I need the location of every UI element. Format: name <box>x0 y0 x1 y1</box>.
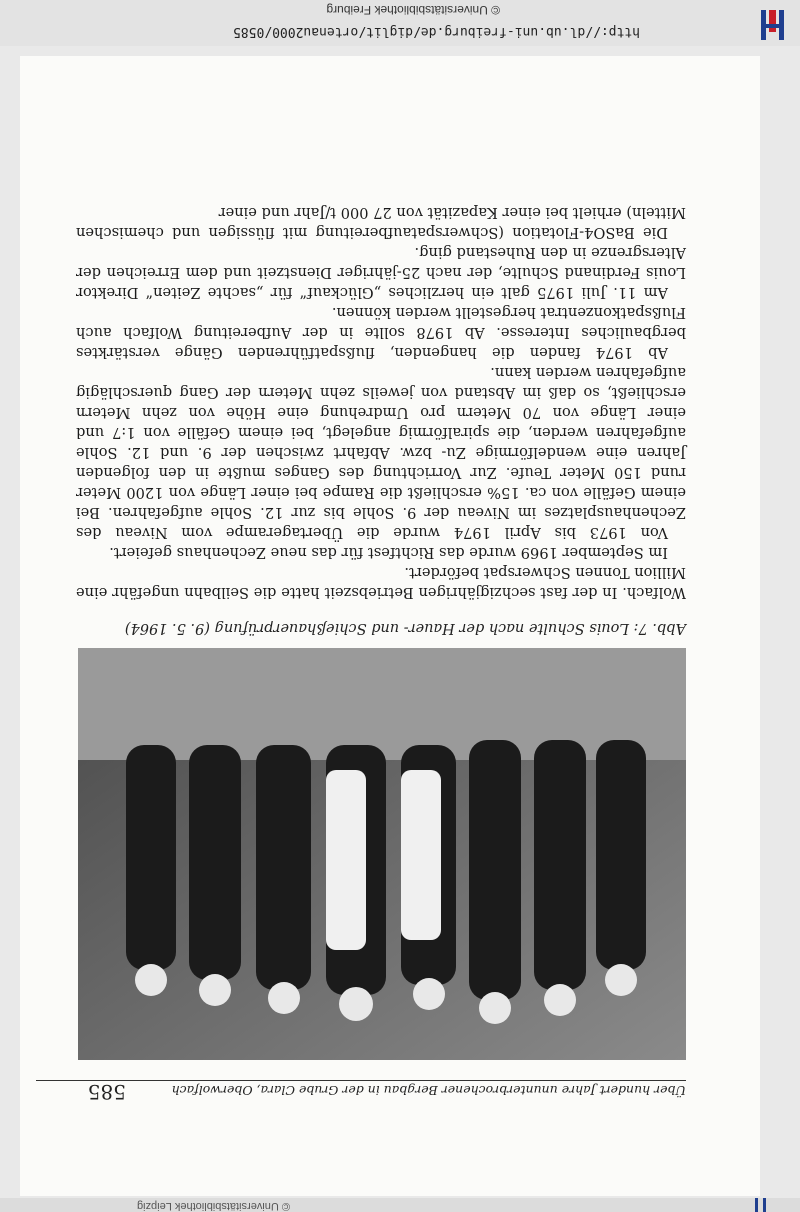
paragraph: Ab 1974 fanden die hangenden, flußspatführenden Gänge verstärktes bergbauliches Interesse. Ab 1978 sollte in der Aufbereitung Wolfach auch Flußspatkonzentrat hergestellt werden können. <box>76 304 686 361</box>
paragraph: Wolfach. In der fast sechzigjährigen Betriebszeit hatte die Seilbahn ungefähr eine Million Tonnen Schwerspat befördert. <box>76 564 686 601</box>
bottom-credit: © Universitätsbibliothek Leipzig <box>136 1200 290 1212</box>
historic-photo <box>78 648 686 1060</box>
paragraph: Von 1973 bis April 1974 wurde die Übertagerampe vom Niveau des Zechenhausplatzes im Niveau der 9. Sohle bis zur 12. Sohle aufgefahren. Bei einem Gefälle von ca. 15% erschließt die Rampe bei einer Länge von 1200 Meter rund 150 Meter Teufe. Zur Vorrichtung des Ganges mußte in den folgenden Jahren eine wendelförmige Zu- bzw. Abfahrt zwischen der 9. und 12. Sohle aufgefahren werden, die spiralförmig angelegt, bei einem Gefälle von 1:7 und einer Länge von 70 Metern pro Umdrehung eine Höhe von zehn Metern erschließt, so daß im Abstand von jeweils zehn Metern der Gang querschlägig aufgefahren werden kann. <box>76 364 686 541</box>
figure-caption: Abb. 7: Louis Schulte nach der Hauer- und Schießhauerprüfung (9. 5. 1964) <box>124 620 686 636</box>
library-logo-icon <box>752 6 792 46</box>
archive-credit: © Universitätsbibliothek Freiburg <box>326 3 500 17</box>
archive-url[interactable]: http://dl.ub.uni-freiburg.de/diglit/ortenau2000/0585 <box>233 24 640 39</box>
library-logo-icon <box>750 1198 770 1212</box>
body-text <box>76 202 686 602</box>
paragraph: Im September 1969 wurde das Richtfest für das neue Zechenhaus gefeiert. <box>109 544 668 561</box>
paragraph: Die BaSO4-Flotation (Schwerspataufbereitung mit flüssigen und chemischen Mitteln) erhielt bei einer Kapazität von 27 000 t/Jahr und einer <box>76 204 686 241</box>
running-head: Über hundert Jahre ununterbrochener Bergbau in der Grube Clara, Oberwolfach <box>36 1080 686 1098</box>
paragraph: Am 11. Juli 1975 galt ein herzliches „Glückauf“ für „sachte Zeiten“ Direktor Louis Ferdinand Schulte, der nach 25-jähriger Dienstzeit und dem Erreichen der Altersgrenze in den Ruhestand ging. <box>76 244 686 301</box>
page-number: 585 <box>87 1080 126 1104</box>
top-archive-bar <box>0 0 800 46</box>
book-page <box>20 56 760 1196</box>
bottom-archive-bar <box>0 1198 800 1212</box>
